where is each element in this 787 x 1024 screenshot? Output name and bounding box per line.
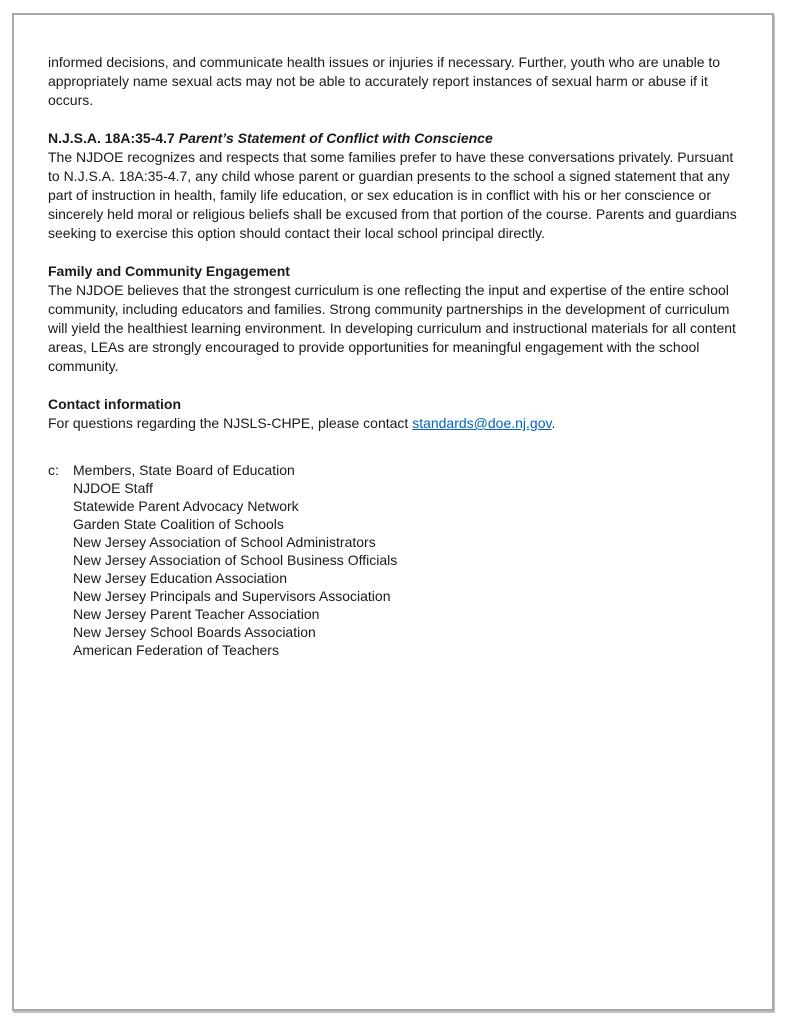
cc-list-item: New Jersey Association of School Business Officials (73, 552, 398, 568)
paragraph-conscience: The NJDOE recognizes and respects that some families prefer to have these conversations privately. Pursuant to N.J.S.A. 18A:35-4.7, any child whose parent or guardian presents to the school a signed statement that any part of instruction in health, family life education, or sex education is in conflict with his or her conscience or sincerely held moral or religious beliefs shall be excused from that portion of the course. Parents and guardians seeking to exercise this option should contact their local school principal directly. (48, 149, 737, 241)
cc-list-item: Statewide Parent Advocacy Network (73, 498, 299, 514)
section-heading-contact: Contact information (48, 396, 181, 412)
paragraph-intro-continuation: informed decisions, and communicate health issues or injuries if necessary. Further, youth who are unable to appropriately name sexual acts may not be able to accurately report instances of sexual harm or abuse if it occurs. (48, 54, 721, 108)
cc-list-item: American Federation of Teachers (73, 642, 279, 658)
email-link[interactable]: standards@doe.nj.gov (412, 415, 552, 431)
cc-list-item: Members, State Board of Education (73, 462, 295, 478)
document-page (12, 13, 774, 1011)
paragraph-contact (48, 414, 738, 433)
statute-reference: N.J.S.A. 18A:35-4.7 (48, 130, 179, 146)
paragraph-family-engagement: The NJDOE believes that the strongest curriculum is one reflecting the input and expertise of the entire school community, including educators and families. Strong community partnerships in the development of curriculum will yield the healthiest learning environment. In developing curriculum and instructional materials for all content areas, LEAs are strongly encouraged to provide opportunities for meaningful engagement with the school community. (48, 282, 736, 374)
cc-list-item: Garden State Coalition of Schools (73, 516, 284, 532)
section-heading-conscience (48, 129, 738, 148)
cc-items (73, 461, 738, 659)
contact-text-suffix: . (551, 415, 556, 431)
cc-distribution-list (48, 461, 738, 659)
cc-list-item: New Jersey Education Association (73, 570, 287, 586)
cc-list-item: NJDOE Staff (73, 480, 153, 496)
cc-label: c: (48, 462, 59, 478)
cc-list-item: New Jersey Principals and Supervisors Association (73, 588, 391, 604)
section-heading-family-engagement: Family and Community Engagement (48, 263, 290, 279)
cc-list-item: New Jersey Parent Teacher Association (73, 606, 320, 622)
statute-title: Parent’s Statement of Conflict with Conscience (178, 130, 493, 146)
cc-list-item: New Jersey Association of School Administrators (73, 534, 376, 550)
cc-list-item: New Jersey School Boards Association (73, 624, 316, 640)
contact-text-prefix: For questions regarding the NJSLS-CHPE, please contact (48, 415, 413, 431)
